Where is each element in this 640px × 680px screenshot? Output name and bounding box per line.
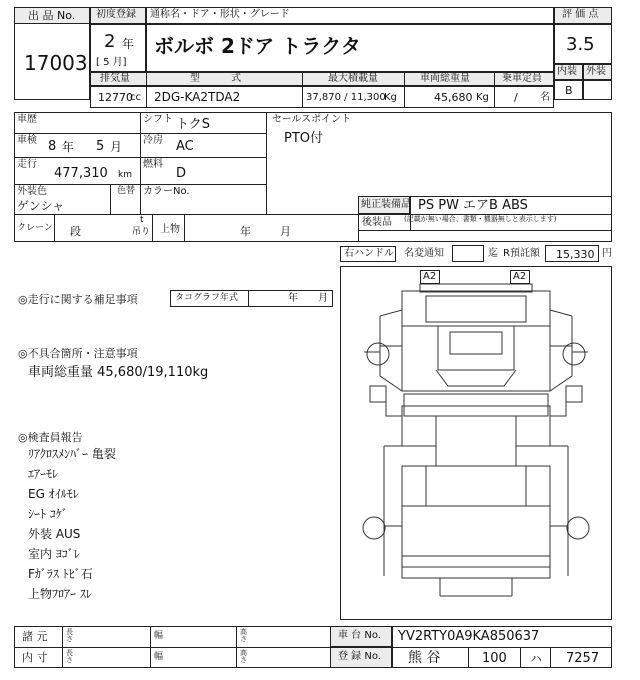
inspection-month-unit: 月 <box>110 140 123 154</box>
vehicle-name: ボルボ 2ドア トラクタ <box>154 34 361 58</box>
width-label: 幅 <box>154 652 164 662</box>
footer-inner-label: 内 寸 <box>22 651 48 664</box>
interior-label: 内装 <box>557 66 577 77</box>
ext-color: ゲンシャ <box>17 199 65 213</box>
truck-diagram <box>340 266 612 620</box>
capacity-label: 乗車定員 <box>502 73 542 84</box>
lot-no-label: 出 品 No. <box>28 9 76 22</box>
inspection-label: 車検 <box>17 135 37 146</box>
tachograph-year-unit: 年 <box>288 293 298 304</box>
exterior-label: 外装 <box>586 66 606 77</box>
defect-item: 車両総重量 45,680/19,110kg <box>28 365 209 380</box>
aftermarket-label: 後装品 <box>362 217 392 228</box>
score: 3.5 <box>566 34 595 55</box>
driving-notes-title: ◎走行に関する補足事項 <box>18 293 138 306</box>
interior-grade: B <box>565 84 573 97</box>
grade-label: 通称名・ドア・形状・グレード <box>150 9 290 20</box>
inspector-item: ﾘｱｸﾛｽﾒﾝﾊﾞｰ 亀裂 <box>28 447 116 461</box>
odometer-label: 迄 <box>488 248 498 259</box>
equipment: PS PW エアB ABS <box>418 198 528 213</box>
chassis-no: YV2RTY0A9KA850637 <box>398 629 540 644</box>
crane-stage-unit: 段 <box>70 225 81 238</box>
exterior-grade-cell <box>583 80 612 100</box>
history-label: 車歴 <box>17 114 37 125</box>
inspector-title: ◎検査員報告 <box>18 431 83 444</box>
capacity: / <box>514 91 518 104</box>
inspector-item: ｴｱｰﾓﾚ <box>28 467 59 481</box>
deposit-unit: 円 <box>602 248 612 259</box>
inspector-item: 外装 AUS <box>28 527 81 541</box>
name-change-box <box>452 245 484 262</box>
color-no-label: 色替 <box>117 186 136 196</box>
max-load-label: 最大積載量 <box>328 73 378 84</box>
chassis-label: 車 台 No. <box>338 630 381 641</box>
footer-spec-label: 諸 元 <box>22 630 48 643</box>
gross-weight-unit: Kg <box>476 92 489 103</box>
rating-label: 評 価 点 <box>562 9 599 20</box>
cooler: AC <box>176 139 194 154</box>
inspection-year: 8 <box>48 139 57 154</box>
reg-place: 熊 谷 <box>408 650 441 666</box>
fuel: D <box>176 166 187 181</box>
model-label: 型 式 <box>190 73 256 84</box>
length-label: 長さ <box>66 628 73 643</box>
shift: トクS <box>176 117 210 132</box>
tachograph-label: タコグラフ年式 <box>175 293 239 303</box>
crane-t-unit: t <box>140 215 144 225</box>
inspector-item: 上物ﾌﾛｱｰ ｽﾚ <box>28 587 92 601</box>
inspector-item: 室内 ﾖｺﾞﾚ <box>28 547 80 561</box>
reg-num: 7257 <box>566 651 600 666</box>
tachograph-month-unit: 月 <box>318 293 328 304</box>
first-reg-month: [ 5 月] <box>96 57 127 68</box>
upper-year-unit: 年 <box>240 225 251 238</box>
fuel-label: 燃料 <box>143 159 163 170</box>
name-change-label: 名変通知 <box>404 248 444 259</box>
crane-label: クレーン <box>17 223 53 233</box>
upper-label: 上物 <box>160 224 180 235</box>
inspector-item: ｼｰﾄ ｺｹﾞ <box>28 507 68 521</box>
height-label: 高さ <box>240 628 247 643</box>
damage-mark-left-label: A2 <box>423 271 437 282</box>
mileage-unit: km <box>118 170 132 180</box>
equipment-label: 純正装備品 <box>361 199 411 210</box>
inspection-month: 5 <box>96 139 105 154</box>
inspection-year-unit: 年 <box>62 140 75 154</box>
inspector-item: EG ｵｲﾙﾓﾚ <box>28 487 79 501</box>
reg-label: 登 録 No. <box>338 651 381 662</box>
deposit: 15,330 <box>556 248 595 261</box>
gross-weight-label: 車両総重量 <box>420 73 470 84</box>
aftermarket-note: (記載が無い場合、書類・機器無しと表示します) <box>404 215 557 223</box>
shift-label: シフト <box>143 114 173 125</box>
max-load: 37,870 / 11,300 <box>306 92 386 103</box>
inspector-item: Fｶﾞﾗｽ ﾄﾋﾞ石 <box>28 567 93 581</box>
model-code: 2DG-KA2TDA2 <box>154 90 241 104</box>
first-reg-label: 初度登録 <box>96 9 136 20</box>
r-odometer-label: R預託額 <box>503 248 540 259</box>
sales-point: PTO付 <box>284 131 324 146</box>
reg-class: 100 <box>482 651 507 666</box>
defects-title: ◎不具合箇所・注意事項 <box>18 347 138 360</box>
crane-lift-unit: 吊り <box>132 227 151 237</box>
max-load-unit: Kg <box>384 92 397 103</box>
cooler-label: 冷房 <box>143 135 163 146</box>
damage-mark-right-label: A2 <box>513 271 527 282</box>
length-label: 長さ <box>66 649 73 664</box>
color-code-label: カラーNo. <box>143 186 190 197</box>
ext-color-label: 外装色 <box>17 186 47 197</box>
first-reg-year-unit: 年 <box>122 37 135 51</box>
capacity-unit: 名 <box>540 92 550 103</box>
gross-weight: 45,680 <box>434 91 473 104</box>
mileage: 477,310 <box>54 166 108 181</box>
upper-month-unit: 月 <box>280 225 291 238</box>
height-label: 高さ <box>240 649 247 664</box>
mileage-label: 走行 <box>17 159 37 170</box>
spec-label-row <box>90 72 554 86</box>
reg-kana: ハ <box>530 652 543 666</box>
first-reg-year: 2 <box>104 31 116 52</box>
width-label: 幅 <box>154 631 164 641</box>
displacement-unit: cc <box>130 92 141 103</box>
sales-point-label: セールスポイント <box>272 114 352 125</box>
displacement: 12770 <box>98 91 133 104</box>
lot-no: 17003 <box>24 51 88 75</box>
displacement-label: 排気量 <box>100 73 130 84</box>
right-hand-label: 右ハンドル <box>344 248 394 259</box>
